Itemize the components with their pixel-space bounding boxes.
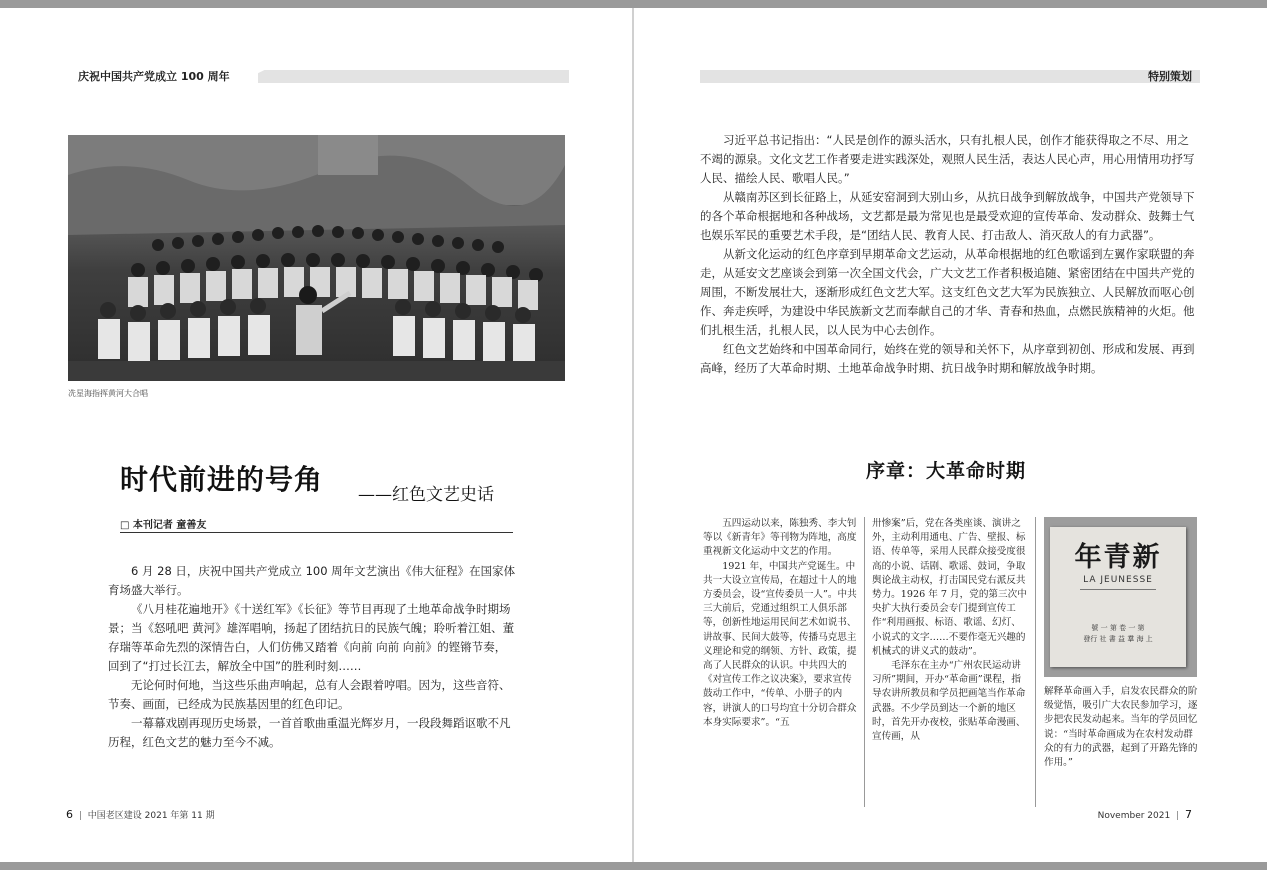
byline: □ 本刊记者 童善友: [120, 520, 207, 531]
body-paragraph: 解释革命画入手，启发农民群众的阶级觉悟，吸引广大农民参加学习，逐步把农民发动起来。当年的学员回忆说：“当时革命画成为在农村发动群众的有力的武器，起到了开路先锋的作用。”: [1044, 686, 1198, 769]
magazine-title: 年青新: [1074, 542, 1162, 573]
issue-month: November 2021: [1097, 811, 1171, 821]
right-running-head: [700, 70, 1200, 83]
body-column-1: [703, 517, 858, 730]
bottom-border: [0, 862, 1267, 870]
left-page-number: 6: [66, 808, 73, 821]
intro-paragraph: 习近平总书记指出：“人民是创作的源头活水，只有扎根人民，创作才能获得取之不尽、用之不竭的源泉。文化文艺工作者要走进实践深处，观照人民生活，表达人民心声，用心用情用功抒写人民、描绘人民、歌唱人民。”: [700, 133, 1195, 185]
right-folio: [1098, 808, 1192, 821]
article-title: 时代前进的号角: [120, 463, 324, 496]
magazine-cover: [1050, 527, 1186, 667]
article-subtitle: ——红色文艺史话: [358, 485, 494, 505]
byline-rule: [120, 532, 513, 533]
intro-paragraph: 从赣南苏区到长征路上，从延安窑洞到大别山乡，从抗日战争到解放战争，中国共产党领导下的各个革命根据地和各种战场，文艺都是最为常见也是最受欢迎的宣传革命、发动群众、鼓舞士气也娱乐军民的重要艺术手段，是“团结人民、教育人民、打击敌人、消灭敌人的有力武器”。: [700, 190, 1195, 242]
body-column-2: [872, 517, 1028, 744]
body-column-3: [1044, 685, 1199, 770]
body-paragraph: 毛泽东在主办“广州农民运动讲习所”期间，开办“革命画”课程，指导农讲所教员和学员把画笔当作革命武器。不少学员到达一个新的地区时，首先开办夜校，张贴革命漫画、宣传画，从: [872, 660, 1026, 743]
chorus-photo-illustration: [68, 135, 565, 381]
magazine-subtitle: LA JEUNESSE: [1083, 575, 1153, 585]
photo-caption: 冼星海指挥黄河大合唱: [68, 389, 148, 398]
magazine-rule: [1080, 589, 1156, 590]
running-head-label: 庆祝中国共产党成立 100 周年: [68, 70, 258, 83]
magazine-foot: [1050, 623, 1186, 645]
right-page-number: 7: [1185, 808, 1192, 821]
running-head-stripe: [700, 70, 1140, 83]
magazine-issue: 號 一 第 卷 一 第: [1091, 624, 1145, 632]
intro-paragraph: 红色文艺始终和中国革命同行，始终在党的领导和关怀下，从序章到初创、形成和发展、再到高峰，经历了大革命时期、土地革命战争时期、抗日战争时期和解放战争时期。: [700, 342, 1195, 375]
lead-paragraph: 一幕幕戏剧再现历史场景，一首首歌曲重温光辉岁月，一段段舞蹈讴歌不凡历程，红色文艺的魅力至今不减。: [108, 716, 511, 749]
body-paragraph: 五四运动以来，陈独秀、李大钊等以《新青年》等刊物为阵地，高度重视新文化运动中文艺的作用。: [703, 518, 857, 558]
intro-text: [700, 131, 1200, 378]
column-divider: [864, 517, 865, 807]
top-border: [0, 0, 1267, 8]
section-title: 序章：大革命时期: [866, 460, 1027, 482]
lead-paragraph: 《八月桂花遍地开》《十送红军》《长征》等节目再现了土地革命战争时期场景；当《怒吼吧 黄河》雄浑唱响，扬起了团结抗日的民族气魄；聆听着江姐、董存瑞等革命先烈的深情告白，人们仿佛又踏着《向前 向前 向前》的铿锵节奏，回到了“打过长江去，解放全中国”的胜利时刻……: [108, 602, 515, 673]
running-head-label: 特别策划: [1140, 70, 1200, 83]
lead-text: [108, 562, 516, 752]
intro-paragraph: 从新文化运动的红色序章到早期革命文艺运动，从革命根据地的红色歌谣到左翼作家联盟的奔走，从延安文艺座谈会到第一次全国文代会，广大文艺工作者积极追随、紧密团结在中国共产党的周围，不断发展壮大，逐渐形成红色文艺大军。这支红色文艺大军为民族独立、人民解放而呕心创作、奔走疾呼，为建设中华民族新文艺而奉献自己的才华、青春和热血，点燃民族精神的火炬。他们扎根生活，扎根人民，以人民为中心去创作。: [700, 247, 1195, 337]
folio-separator: |: [78, 811, 82, 821]
chorus-photo: [68, 135, 565, 381]
lead-paragraph: 6 月 28 日，庆祝中国共产党成立 100 周年文艺演出《伟大征程》在国家体育场盛大举行。: [108, 564, 516, 597]
magazine-photo: [1044, 517, 1197, 677]
running-head-stripe: [238, 70, 569, 83]
page-spine: [632, 8, 634, 862]
column-divider: [1035, 517, 1036, 807]
lead-paragraph: 无论何时何地，当这些乐曲声响起，总有人会跟着哼唱。因为，这些音符、节奏、画面，已经成为民族基因里的红色印记。: [108, 678, 511, 711]
left-folio: [66, 808, 215, 821]
left-running-head: [68, 70, 569, 83]
body-paragraph: 1921 年，中国共产党诞生。中共一大设立宣传局，在超过十人的地方委员会，设“宣传委员一人”。中共三大前后，党通过组织工人俱乐部等，创新性地运用民间艺术如说书、讲故事、民间大鼓等，传播马克思主义理论和党的纲领、方针、政策，提高了人民群众的认识。中共四大的《对宣传工作之议决案》，要求宣传鼓动工作中，“传单、小册子的内容，讲演人的口号均宜十分切合群众本身实际要求”。“五: [703, 560, 857, 728]
publication-name: 中国老区建设 2021 年第 11 期: [87, 811, 215, 821]
folio-separator: |: [1176, 811, 1180, 821]
body-paragraph: 卅惨案”后，党在各类座谈、演讲之外，主动利用通电、广告、壁报、标语、传单等，采用人民群众接受度很高的小说、话剧、歌谣、鼓词，争取舆论战主动权，打击国民党右派反共势力。1926 年 7 月，党的第三次中央扩大执行委员会专门提到宣传工作“利用画报、标语、歌谣、幻灯、小说式的文字……不要作毫无兴趣的机械式的讲义式的鼓动”。: [872, 518, 1027, 657]
magazine-publisher: 發行 社 書 益 羣 海 上: [1083, 635, 1153, 643]
